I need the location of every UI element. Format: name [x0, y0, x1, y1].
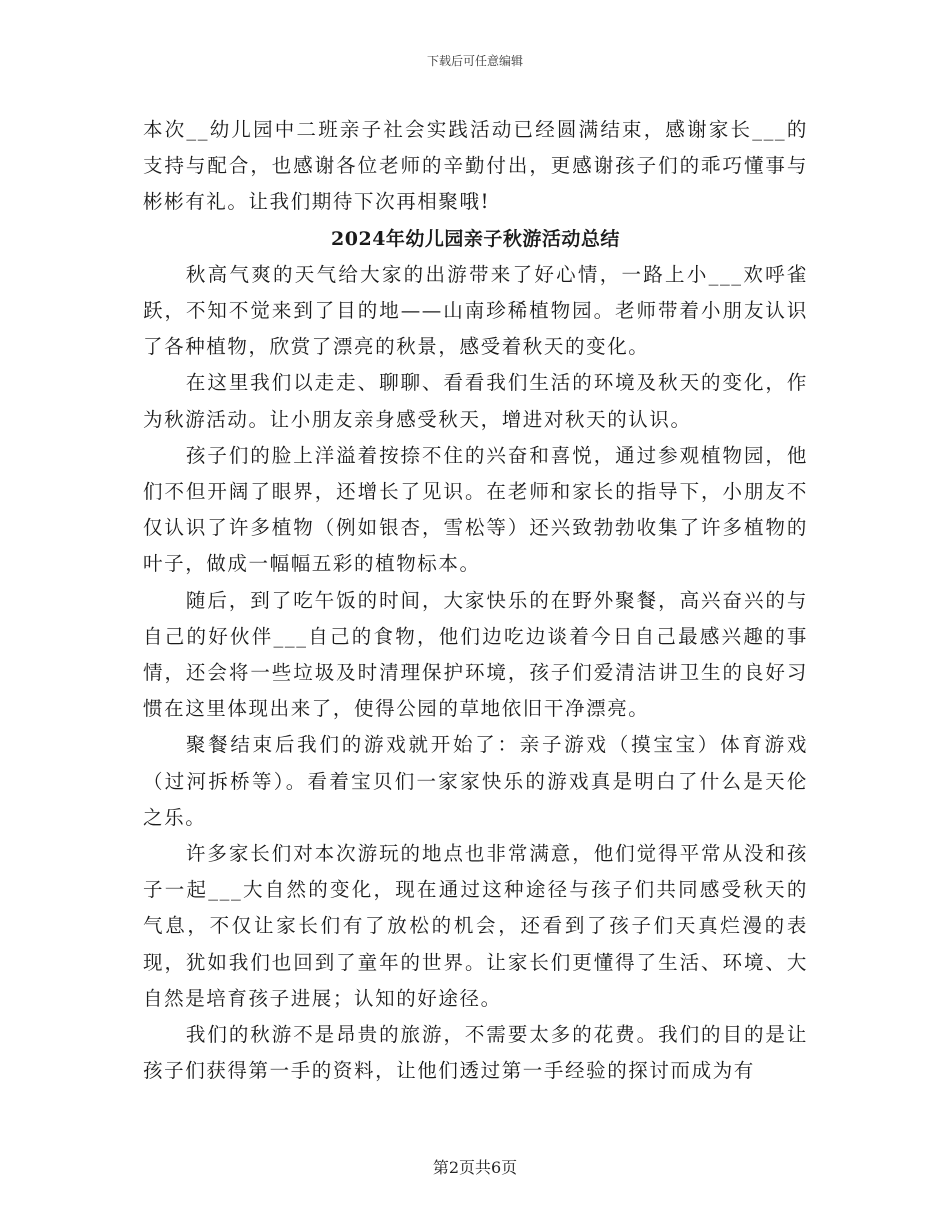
document-body: [143, 112, 808, 1089]
page-number: 第2页共6页: [432, 1158, 518, 1177]
body-paragraph: 秋高气爽的天气给大家的出游带来了好心情，一路上小___欢呼雀跃，不知不觉来到了目的地——山南珍稀植物园。老师带着小朋友认识了各种植物，欣赏了漂亮的秋景，感受着秋天的变化。: [143, 262, 808, 359]
body-paragraph: 聚餐结束后我们的游戏就开始了：亲子游戏（摸宝宝）体育游戏（过河拆桥等）。看着宝贝们一家家快乐的游戏真是明白了什么是天伦之乐。: [143, 733, 808, 829]
body-paragraph: 在这里我们以走走、聊聊、看看我们生活的环境及秋天的变化，作为秋游活动。让小朋友亲身感受秋天，增进对秋天的认识。: [143, 371, 808, 431]
intro-paragraph: 本次__幼儿园中二班亲子社会实践活动已经圆满结束，感谢家长___的支持与配合，也感谢各位老师的辛勤付出，更感谢孩子们的乖巧懂事与彬彬有礼。让我们期待下次再相聚哦!: [143, 118, 808, 214]
body-paragraph: 孩子们的脸上洋溢着按捺不住的兴奋和喜悦，通过参观植物园，他们不但开阔了眼界，还增长了见识。在老师和家长的指导下，小朋友不仅认识了许多植物（例如银杏，雪松等）还兴致勃勃收集了许多植物的叶子，做成一幅幅五彩的植物标本。: [143, 443, 808, 576]
body-paragraph: 我们的秋游不是昂贵的旅游，不需要太多的花费。我们的目的是让孩子们获得第一手的资料，让他们透过第一手经验的探讨而成为有: [143, 1023, 808, 1083]
body-paragraph: 随后，到了吃午饭的时间，大家快乐的在野外聚餐，高兴奋兴的与自己的好伙伴___自己的食物，他们边吃边谈着今日自己最感兴趣的事情，还会将一些垃圾及时清理保护环境，孩子们爱清洁讲卫生的良好习惯在这里体现出来了，使得公园的草地依旧干净漂亮。: [143, 588, 808, 721]
document-title: 2024年幼儿园亲子秋游活动总结: [331, 227, 620, 250]
body-paragraph: 许多家长们对本次游玩的地点也非常满意，他们觉得平常从没和孩子一起___大自然的变化，现在通过这种途径与孩子们共同感受秋天的气息，不仅让家长们有了放松的机会，还看到了孩子们天真烂漫的表现，犹如我们也回到了童年的世界。让家长们更懂得了生活、环境、大自然是培育孩子进展；认知的好途径。: [143, 842, 808, 1010]
page-header-note: 下载后可任意编辑: [426, 54, 523, 68]
